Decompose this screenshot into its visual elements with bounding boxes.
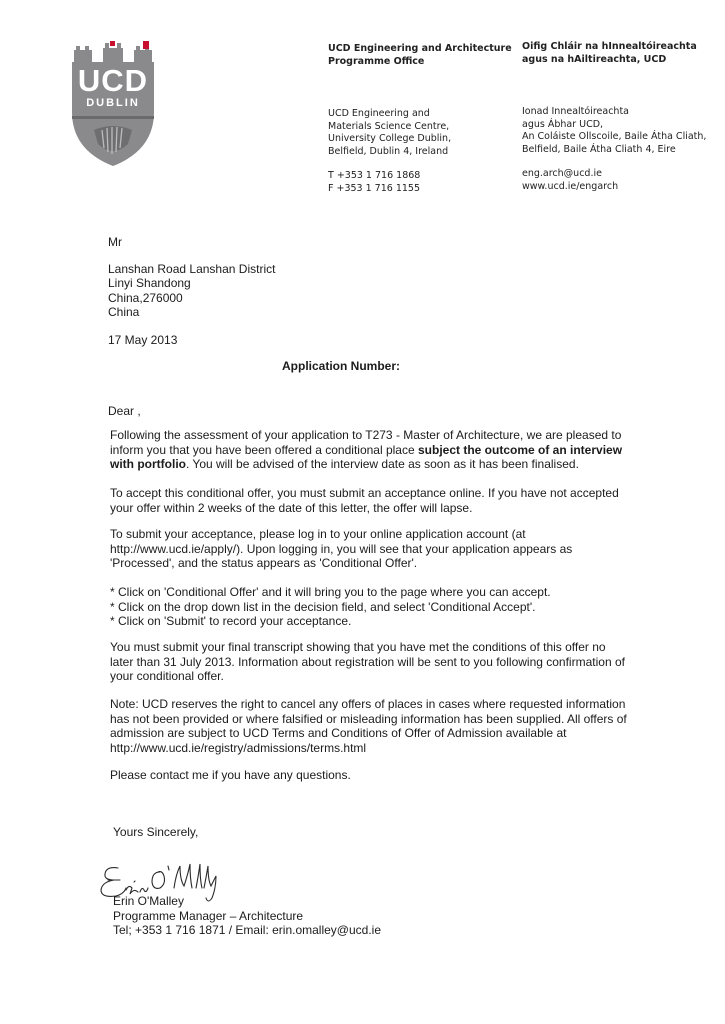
paragraph-line: your offer within 2 weeks of the date of this letter, the offer will lapse. xyxy=(110,500,473,515)
paragraph-contact: Please contact me if you have any questions. xyxy=(110,768,351,782)
header-office-en-line: UCD Engineering and Architecture xyxy=(328,43,512,54)
paragraph-offer xyxy=(110,428,650,472)
paragraph-line: 'Processed', and the status appears as 'Conditional Offer'. xyxy=(110,556,418,570)
paragraph-text: inform you that you have been offered a conditional place xyxy=(110,442,418,457)
header-address-en-line: University College Dublin, xyxy=(328,133,452,144)
signatory-name: Erin O'Malley xyxy=(113,894,184,908)
paragraph-transcript xyxy=(110,640,650,684)
header-address-ga-line: An Coláiste Ollscoile, Baile Átha Cliath, xyxy=(522,131,707,142)
terms-link[interactable]: http://www.ucd.ie/registry/admissions/terms.html xyxy=(110,740,367,755)
paragraph-line: admission are subject to UCD Terms and Conditions of Offer of Admission available at xyxy=(110,726,567,740)
recipient-name: Mr xyxy=(108,235,122,249)
ucd-logo xyxy=(70,38,156,168)
header-phone: T +353 1 716 1868 xyxy=(328,170,421,181)
signatory-title: Programme Manager – Architecture xyxy=(113,908,304,923)
header-fax: F +353 1 716 1155 xyxy=(328,182,420,194)
paragraph-line: You must submit your final transcript showing that you have met the conditions of this offer no xyxy=(110,640,606,654)
header-office-en xyxy=(328,43,512,68)
application-number-label: Application Number: xyxy=(282,359,401,373)
recipient-address-line: China,276000 xyxy=(108,290,183,305)
paragraph-line: To accept this conditional offer, you must submit an acceptance online. If you have not accepted xyxy=(110,486,619,500)
header-office-ga-line: Oifig Chláir na hInnealtóireachta xyxy=(522,41,697,52)
paragraph-accept-offer xyxy=(110,486,650,515)
recipient-address-line: Lanshan Road Lanshan District xyxy=(108,261,276,276)
header-address-ga-line: Belfield, Baile Átha Cliath 4, Eire xyxy=(522,143,676,155)
logo-text-dublin: DUBLIN xyxy=(86,97,140,109)
paragraph-line xyxy=(110,443,650,458)
header-address-en-line: Belfield, Dublin 4, Ireland xyxy=(328,145,449,157)
header-office-ga xyxy=(522,41,697,66)
header-address-ga-line: agus Ábhar UCD, xyxy=(522,118,604,130)
header-web[interactable]: www.ucd.ie/engarch xyxy=(522,180,619,192)
paragraph-bold-text: subject the outcome of an interview xyxy=(418,442,623,457)
paragraph-text: . You will be advised of the interview date as soon as it has been finalised. xyxy=(185,457,579,471)
header-address-en xyxy=(328,108,451,158)
header-office-ga-line: agus na hAiltireachta, UCD xyxy=(522,53,667,65)
letter-date: 17 May 2013 xyxy=(108,333,178,347)
instruction-list xyxy=(110,585,650,629)
closing: Yours Sincerely, xyxy=(113,825,199,839)
recipient-block xyxy=(108,235,275,320)
paragraph-line: your conditional offer. xyxy=(110,669,224,683)
signatory-contact: Tel; +353 1 716 1871 / Email: erin.omalley@ucd.ie xyxy=(113,923,382,937)
header-office-en-line: Programme Office xyxy=(328,55,425,67)
header-address-en-line: UCD Engineering and xyxy=(328,108,430,119)
paragraph-submit-acceptance xyxy=(110,527,650,571)
list-item: * Click on the drop down list in the decision field, and select 'Conditional Accept'. xyxy=(110,599,536,614)
paragraph-line xyxy=(110,457,650,472)
header-address-ga-line: Ionad Innealtóireachta xyxy=(522,106,629,117)
recipient-address-line: China xyxy=(108,305,140,319)
list-item: * Click on 'Submit' to record your acceptance. xyxy=(110,614,352,628)
paragraph-line: Following the assessment of your application to T273 - Master of Architecture, we are pleased to xyxy=(110,428,622,442)
paragraph-note xyxy=(110,697,650,755)
recipient-address-line: Linyi Shandong xyxy=(108,276,191,290)
greeting: Dear , xyxy=(108,404,141,418)
header-email[interactable]: eng.arch@ucd.ie xyxy=(522,168,602,179)
paragraph-line: has not been provided or where falsified or misleading information has been supplied. All offers of xyxy=(110,711,627,726)
paragraph-line: To submit your acceptance, please log in to your online application account (at xyxy=(110,527,526,541)
paragraph-line: http://www.ucd.ie/apply/). Upon logging in, you will see that your application appears as xyxy=(110,541,573,556)
header-address-en-line: Materials Science Centre, xyxy=(328,120,450,132)
logo-text-ucd: UCD xyxy=(77,63,149,98)
paragraph-line: Note: UCD reserves the right to cancel any offers of places in cases where requested information xyxy=(110,697,626,711)
header-address-ga xyxy=(522,106,706,156)
list-item: * Click on 'Conditional Offer' and it will bring you to the page where you can accept. xyxy=(110,585,551,599)
header-phone-fax xyxy=(328,170,420,195)
header-email-web xyxy=(522,168,618,193)
signature-block xyxy=(113,894,381,938)
paragraph-line: later than 31 July 2013. Information about registration will be sent to you following confirmation of xyxy=(110,654,625,669)
paragraph-bold-text: with portfolio xyxy=(110,457,186,471)
